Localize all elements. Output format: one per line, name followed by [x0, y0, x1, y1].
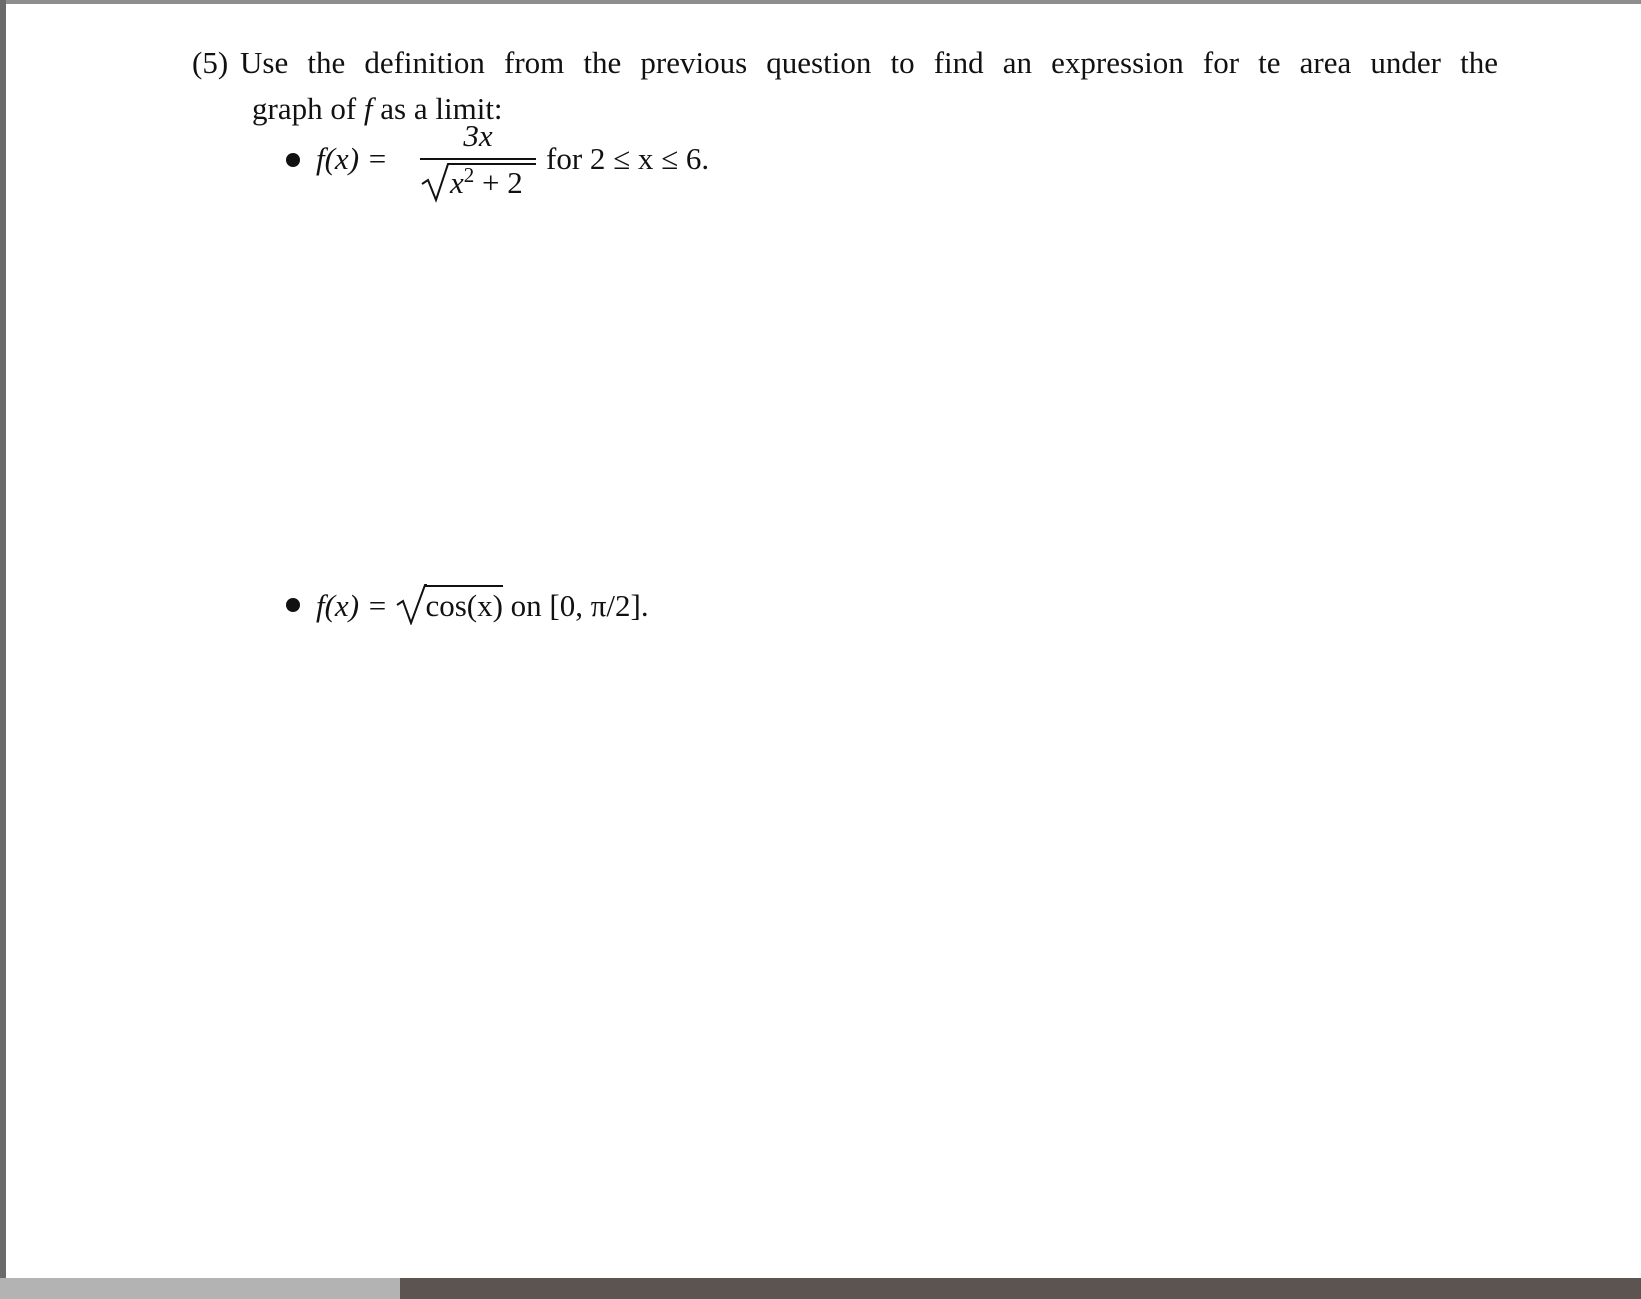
bottom-background [400, 1278, 1641, 1299]
bullet-icon [286, 598, 300, 612]
function-lhs-2: f(x) = [316, 588, 388, 623]
prompt-text-pre: graph of [252, 91, 357, 126]
domain-condition-2: on [0, π/2]. [510, 588, 649, 623]
bottom-scroll-area[interactable] [0, 1278, 400, 1299]
document-page [6, 4, 1641, 1278]
function-row-2 [316, 585, 649, 626]
square-root-expression [395, 585, 502, 626]
denominator-base: x [450, 165, 464, 200]
prompt-function-var: f [363, 91, 373, 126]
bullet-icon [286, 153, 300, 167]
fraction-numerator: 3x [463, 118, 493, 153]
function-lhs-1: f(x) = [316, 141, 388, 176]
prompt-text-post: as a limit: [380, 91, 503, 126]
square-root-icon [395, 583, 427, 625]
problem-prompt-line-1: Use the definition from the previous question to find an expression for te area under the [240, 45, 1498, 80]
fraction [420, 118, 536, 202]
fraction-bar [420, 158, 536, 160]
denominator-exponent: 2 [463, 163, 475, 187]
problem-number: (5) [192, 45, 229, 80]
problem-header [192, 40, 1502, 86]
denominator-text [450, 164, 523, 205]
fraction-denominator [420, 162, 536, 204]
radicand: cos(x) [425, 585, 502, 623]
domain-condition-1: for 2 ≤ x ≤ 6. [546, 141, 710, 176]
denominator-rest: + 2 [474, 165, 523, 200]
